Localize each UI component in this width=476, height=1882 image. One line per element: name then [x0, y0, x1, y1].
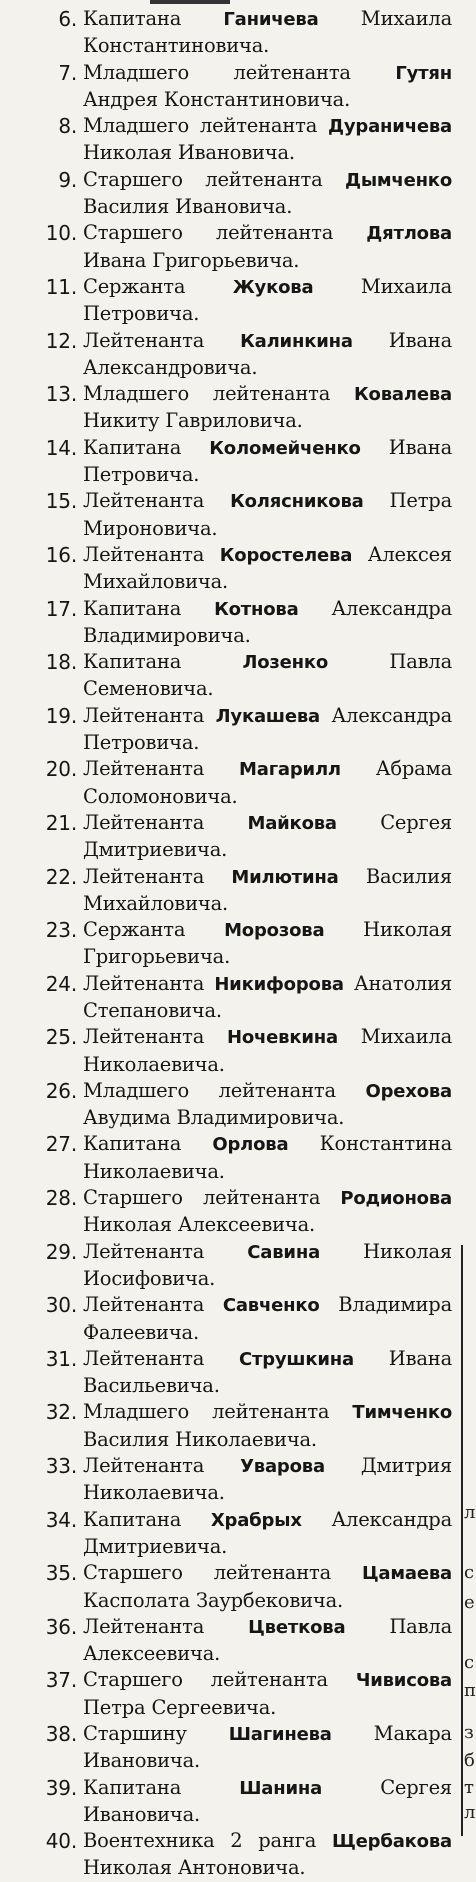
rank: Капитана [83, 1132, 182, 1156]
item-number: 37. [45, 1668, 77, 1693]
list-item [0, 1667, 462, 1721]
item-number: 38. [45, 1722, 77, 1746]
surname: Коломейченко [209, 437, 361, 459]
surname: Родионова [340, 1188, 452, 1210]
item-number: 9. [58, 167, 77, 192]
list-item [0, 1828, 462, 1882]
rank: Сержанта [83, 918, 186, 942]
rank: Сержанта [83, 274, 186, 298]
given-names: Михаила Константиновича. [83, 7, 452, 58]
given-names: Василия Михайловича. [83, 864, 452, 915]
list-item [0, 1131, 462, 1185]
surname: Колясникова [230, 491, 364, 513]
surname: Калинкина [240, 330, 353, 352]
given-names: Константина Николаевича. [83, 1132, 453, 1183]
rank: Лейтенанта [83, 328, 205, 352]
given-names: Александра Владимировича. [83, 596, 452, 647]
surname: Милютина [231, 866, 339, 888]
surname: Щербакова [332, 1831, 452, 1853]
list-item [0, 274, 462, 328]
surname: Струшкина [238, 1348, 354, 1370]
item-number: 21. [45, 810, 77, 835]
item-number: 8. [58, 114, 77, 139]
list-item [0, 1399, 462, 1453]
rank: Лейтенанта [83, 1239, 205, 1263]
rank: Лейтенанта [83, 757, 205, 781]
rank: Лейтенанта [83, 1614, 205, 1638]
given-names: Петра Сергеевича. [83, 1695, 277, 1719]
item-number: 17. [45, 596, 77, 621]
item-number: 7. [58, 60, 77, 85]
given-names: Анатолия Степановича. [83, 971, 452, 1022]
given-names: Павла Семеновича. [83, 650, 453, 701]
surname: Савченко [222, 1295, 320, 1317]
rank: Капитана [83, 435, 182, 459]
given-names: Макара Ивановича. [83, 1722, 452, 1773]
rank: Капитана [83, 1775, 182, 1799]
given-names: Николая Алексеевича. [83, 1213, 316, 1237]
list-item [0, 1560, 462, 1614]
item-number: 39. [45, 1775, 77, 1800]
given-names: Ивана Петровича. [83, 435, 452, 487]
list-item [0, 1239, 462, 1293]
list-item [0, 167, 462, 221]
item-number: 36. [45, 1614, 77, 1639]
given-names: Никиту Гавриловича. [83, 409, 303, 433]
given-names: Дмитрия Николаевича. [83, 1454, 453, 1505]
surname: Жукова [232, 276, 314, 298]
list-item [0, 328, 462, 382]
surname: Никифорова [214, 973, 344, 995]
surname: Магарилл [239, 759, 341, 781]
rank: Младшего лейтенанта [83, 1078, 336, 1102]
given-names: Алексея Михайловича. [83, 542, 453, 594]
rank: Младшего лейтенанта [83, 1400, 330, 1424]
side-fragment: е [464, 1592, 475, 1613]
given-names: Сергея Дмитриевича. [83, 810, 453, 862]
side-fragment: з [464, 1722, 474, 1743]
surname: Дятлова [366, 223, 452, 245]
item-number: 22. [45, 864, 77, 889]
rank: Лейтенанта [83, 703, 205, 727]
rank: Старшего лейтенанта [83, 1668, 328, 1692]
item-number: 33. [45, 1454, 77, 1479]
given-names: Павла Алексеевича. [83, 1614, 452, 1666]
side-fragment: л [464, 1802, 476, 1823]
rank: Лейтенанта [83, 810, 205, 834]
surname: Дымченко [344, 169, 452, 191]
surname: Шагинева [228, 1724, 332, 1745]
item-number: 18. [45, 650, 77, 675]
list-item [0, 756, 462, 810]
rank: Младшего лейтенанта [83, 382, 331, 406]
given-names: Андрея Константиновича. [83, 87, 351, 111]
item-number: 35. [45, 1561, 77, 1586]
given-names: Ивана Васильевича. [83, 1346, 452, 1398]
side-fragment: с [464, 1562, 475, 1583]
list-item [0, 864, 462, 918]
surname: Дураничева [328, 116, 452, 138]
list-item [0, 1346, 462, 1400]
surname: Котнова [214, 598, 299, 620]
column-rule [461, 1245, 463, 1836]
surname: Лукашева [215, 705, 320, 727]
list-item [0, 488, 462, 542]
list-item [0, 113, 462, 167]
rank: Старшего лейтенанта [83, 167, 323, 191]
list-item [0, 220, 462, 274]
surname: Уварова [240, 1456, 325, 1478]
item-number: 20. [45, 757, 77, 782]
item-number: 30. [45, 1293, 77, 1318]
given-names: Николая Григорьевича. [83, 918, 453, 969]
surname: Орехова [365, 1080, 452, 1102]
given-names: Сергея Ивановича. [83, 1775, 453, 1826]
given-names: Михаила Николаевича. [83, 1025, 452, 1076]
rank: Лейтенанта [83, 1346, 205, 1370]
surname: Лозенко [242, 652, 329, 674]
side-fragment: п [464, 1680, 476, 1701]
surname: Цветкова [248, 1616, 346, 1638]
surname: Ночевкина [226, 1027, 338, 1049]
item-number: 31. [45, 1346, 77, 1371]
given-names: Владимира Фалеевича. [83, 1293, 453, 1344]
list-item [0, 649, 462, 703]
item-number: 10. [45, 221, 77, 246]
list-item [0, 1185, 462, 1239]
list-item [0, 1024, 462, 1078]
given-names: Александра Петровича. [83, 703, 452, 755]
surname: Гутян [395, 62, 452, 84]
item-number: 19. [45, 703, 77, 728]
surname: Морозова [224, 920, 325, 942]
rank: Капитана [83, 596, 182, 620]
list-item [0, 381, 462, 435]
given-names: Василия Ивановича. [83, 195, 293, 219]
item-number: 16. [45, 542, 77, 567]
list-item [0, 1078, 462, 1132]
rank: Лейтенанта [83, 1025, 205, 1049]
list-item [0, 596, 462, 650]
list-item [0, 6, 462, 60]
rank: Старшего лейтенанта [83, 1186, 321, 1210]
rank: Лейтенанта [83, 489, 205, 513]
item-number: 13. [45, 382, 77, 407]
surname: Ковалева [354, 384, 452, 406]
rank: Капитана [83, 650, 182, 674]
surname: Шанина [239, 1777, 323, 1799]
rank: Старшего лейтенанта [83, 221, 334, 245]
rank: Младшего лейтенанта [83, 60, 351, 84]
given-names: Николая Ивановича. [83, 141, 295, 165]
item-number: 11. [45, 274, 77, 299]
item-number: 29. [45, 1239, 77, 1264]
given-names: Касполата Заурбековича. [83, 1588, 344, 1612]
item-number: 15. [45, 489, 77, 514]
given-names: Михаила Петровича. [83, 274, 453, 326]
list-item [0, 435, 462, 489]
rank: Младшего лейтенанта [83, 114, 318, 138]
item-number: 27. [45, 1132, 77, 1157]
rank: Лейтенанта [83, 864, 205, 888]
rank: Лейтенанта [83, 542, 205, 566]
side-fragment: т [464, 1777, 474, 1798]
side-fragment: б [464, 1750, 475, 1771]
given-names: Николая Антоновича. [83, 1856, 306, 1880]
given-names: Василия Николаевича. [83, 1427, 317, 1451]
item-number: 12. [45, 328, 77, 353]
surname: Храбрых [210, 1509, 302, 1531]
top-rule [150, 0, 230, 4]
list-item [0, 1507, 462, 1561]
item-number: 6. [58, 7, 77, 31]
surname: Орлова [212, 1134, 289, 1156]
side-fragment: с [464, 1652, 475, 1673]
list-item [0, 1292, 462, 1346]
given-names: Авудима Владимировича. [83, 1106, 345, 1130]
given-names: Ивана Александровича. [83, 328, 452, 379]
item-number: 25. [45, 1025, 77, 1050]
rank: Лейтенанта [83, 1293, 205, 1317]
surname: Тимченко [352, 1402, 453, 1424]
given-names: Александра Дмитриевича. [83, 1507, 452, 1558]
given-names: Ивана Григорьевича. [83, 248, 300, 272]
rank: Лейтенанта [83, 1454, 205, 1478]
surname: Цамаева [361, 1563, 452, 1585]
list-item [0, 971, 462, 1025]
surname: Савина [247, 1241, 321, 1263]
item-number: 26. [45, 1078, 77, 1103]
list-item [0, 1453, 462, 1507]
list-item [0, 1721, 462, 1775]
surname: Чивисова [355, 1670, 452, 1692]
item-number: 40. [45, 1829, 77, 1854]
item-number: 32. [45, 1400, 77, 1425]
item-number: 14. [45, 435, 77, 460]
side-fragment: л [464, 1502, 476, 1523]
rank: Воентехника 2 ранга [83, 1829, 317, 1853]
list-item [0, 542, 462, 596]
list-item [0, 1614, 462, 1668]
rank: Капитана [83, 7, 182, 30]
given-names: Николая Иосифовича. [83, 1239, 452, 1290]
list-item [0, 60, 462, 114]
rank: Капитана [83, 1507, 182, 1531]
item-number: 23. [45, 918, 77, 943]
award-list [0, 6, 462, 1882]
surname: Майкова [247, 812, 337, 834]
item-number: 24. [45, 971, 77, 996]
item-number: 28. [45, 1186, 77, 1211]
list-item [0, 1775, 462, 1829]
list-item [0, 810, 462, 864]
surname: Ганичева [223, 9, 319, 30]
list-item [0, 917, 462, 971]
given-names: Абрама Соломоновича. [83, 757, 453, 808]
rank: Лейтенанта [83, 971, 205, 995]
given-names: Петра Мироновича. [83, 489, 452, 540]
surname: Коростелева [219, 544, 353, 566]
rank: Старшину [83, 1722, 187, 1745]
item-number: 34. [45, 1507, 77, 1532]
list-item [0, 703, 462, 757]
rank: Старшего лейтенанта [83, 1561, 332, 1585]
